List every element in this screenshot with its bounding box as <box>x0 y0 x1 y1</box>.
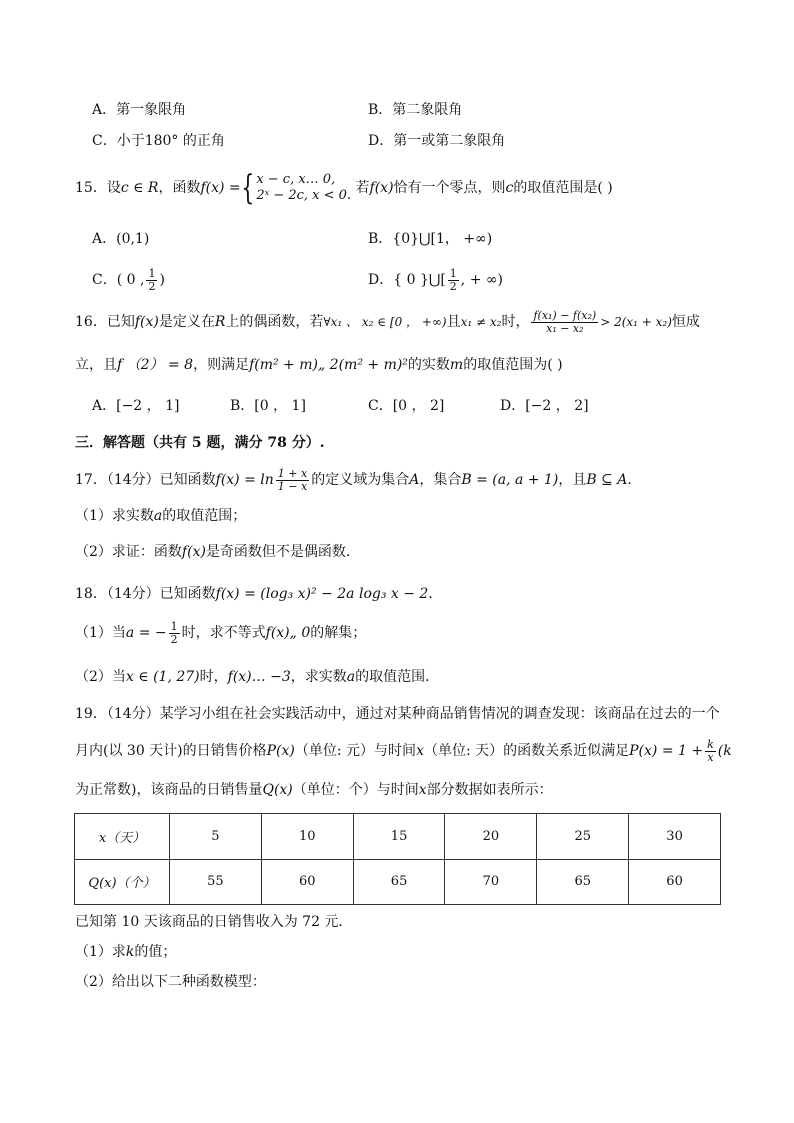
q18-a: 18．（14分）已知函数 <box>75 586 216 602</box>
section-3-heading: 三．解答题（共有 5 题，满分 78 分）. <box>75 435 325 451</box>
q16-option-a: A．[−2 ， 1] <box>92 398 180 414</box>
q16-option-d: D．[−2 ， 2] <box>500 398 589 414</box>
q15-case1: x − c, x… 0, <box>256 172 336 187</box>
table-cell: 65 <box>353 859 445 905</box>
q15-fx2: f(x) <box>369 180 394 196</box>
q15-option-c-frac <box>146 268 157 293</box>
q17-p2v: f(x) <box>181 544 206 560</box>
q17-part2 <box>75 543 360 561</box>
frac-numerator: k <box>707 737 714 751</box>
q15-brace: { <box>241 168 254 208</box>
table-header-x-label: x（天） <box>98 830 146 846</box>
q17-p1v: a <box>153 508 163 524</box>
q18-stem <box>75 585 442 603</box>
frac-denominator: 2 <box>148 279 156 293</box>
table-cell: 30 <box>629 814 721 860</box>
frac-numerator: 1 + x <box>277 466 308 480</box>
q19-line2 <box>75 733 732 769</box>
q19-p1v: k <box>125 944 135 960</box>
q16-l1e: 且 <box>446 314 461 330</box>
q14-option-b: B．第二象限角 <box>368 102 463 118</box>
q17-A: A <box>409 472 420 488</box>
q15-cond: c ∈ R <box>120 180 159 196</box>
q18-p2b: 时， <box>199 669 228 685</box>
q15-prefix: 15．设 <box>75 180 121 196</box>
q16-l1f: x₁ ≠ x₂ <box>460 315 502 329</box>
q15-option-c-post: ) <box>159 272 165 288</box>
q15-option-a: A．(0,1) <box>92 231 150 247</box>
q19-l3c: （单位：个）与时间 <box>292 782 419 798</box>
q18-p1a: （1）当 <box>75 625 126 641</box>
q16-l1a: 16．已知 <box>75 314 135 330</box>
q15-mid: ，函数 <box>158 180 201 196</box>
q16-l1i: 恒成 <box>671 314 700 330</box>
frac-denominator: 1 − x <box>277 479 308 493</box>
q16-l1h: > 2(x₁ + x₂) <box>600 315 672 329</box>
q19-l2c: （单位: 元）与时间 <box>294 743 417 759</box>
q15-option-d-pre: D．{ 0 }⋃[ <box>368 272 446 288</box>
q16-l1g: 时， <box>501 314 530 330</box>
table-cell: 25 <box>537 814 629 860</box>
frac-numerator: f(x₁) − f(x₂) <box>533 308 597 322</box>
q18-p1d: 的解集； <box>310 625 367 641</box>
q18-b: ． <box>428 586 443 602</box>
q18-p2e: a <box>346 669 356 685</box>
table-cell: 60 <box>261 859 353 905</box>
q17-B: B = (a, a + 1) <box>461 472 559 488</box>
q18-p2d: ，求实数 <box>290 669 347 685</box>
q18-p2c: f(x)… −3 <box>227 669 291 685</box>
q17-p2b: 是奇函数但不是偶函数． <box>205 544 360 560</box>
q18-p2v: x ∈ (1, 27) <box>125 669 200 685</box>
q16-option-b: B．[0 ， 1] <box>230 398 306 414</box>
q16-l2b: f （2） = 8 <box>117 357 194 373</box>
q16-l1d: ∀x₁ 、 x₂ ∈ [0 ， +∞) <box>323 315 447 329</box>
q15-tail2: 恰有一个零点，则 <box>393 180 506 196</box>
q19-l2b: P(x) <box>266 743 295 759</box>
q17-p2a: （2）求证：函数 <box>75 544 182 560</box>
table-row <box>75 814 721 860</box>
q16-fx: f(x) <box>134 314 159 330</box>
frac-denominator: 2 <box>449 279 457 293</box>
q18-p1c: f(x)„ 0 <box>265 625 311 641</box>
q17-frac <box>276 468 309 493</box>
q19-part1 <box>75 943 176 961</box>
q18-p2a: （2）当 <box>75 669 126 685</box>
q19-l3d: x <box>418 782 427 798</box>
frac-denominator: x₁ − x₂ <box>546 321 584 335</box>
q18-part1 <box>75 617 366 649</box>
q14-option-c: C．小于180° 的正角 <box>92 133 225 149</box>
q15-case2: 2ˣ − 2c, x < 0. <box>256 188 352 203</box>
q19-l3a: 为正常数)，该商品的日销售量 <box>75 782 263 798</box>
q19-l2g: (k <box>717 743 732 759</box>
q16-l1c: 上的偶函数，若 <box>225 314 324 330</box>
q17-a: 17．（14分）已知函数 <box>75 472 216 488</box>
q16-m: m <box>449 357 464 373</box>
table-header-q <box>75 859 170 905</box>
table-cell: 60 <box>629 859 721 905</box>
q19-line3 <box>75 781 553 799</box>
q17-e: B ⊆ A <box>586 472 628 488</box>
q18-p2f: 的取值范围． <box>355 669 440 685</box>
q15-option-d-frac <box>448 268 459 293</box>
q15-fx: f(x) = <box>200 180 241 196</box>
q19-p1a: （1）求 <box>75 944 126 960</box>
table-cell: 55 <box>170 859 262 905</box>
q15-option-b: B．{0}⋃[1， +∞) <box>368 231 493 247</box>
table-cell: 70 <box>445 859 537 905</box>
q16-l2e: 的实数 <box>407 357 450 373</box>
table-header-x <box>75 814 170 860</box>
q15-option-d <box>368 264 503 296</box>
q18-part2 <box>75 668 439 686</box>
q19-l3b: Q(x) <box>262 782 293 798</box>
q15-cases <box>256 172 351 204</box>
q16-line1 <box>75 306 700 338</box>
frac-numerator: 1 <box>449 266 457 280</box>
q19-p1b: 的值； <box>134 944 177 960</box>
q16-R: R <box>214 314 226 330</box>
table-cell: 10 <box>261 814 353 860</box>
q19-l2f: P(x) = 1 + <box>629 743 704 759</box>
q16-l1b: 是定义在 <box>158 314 215 330</box>
q19-data-table <box>74 813 721 905</box>
q17-d: ，且 <box>558 472 587 488</box>
table-cell: 15 <box>353 814 445 860</box>
q16-frac <box>531 310 598 335</box>
q19-l3e: 部分数据如表所示： <box>426 782 553 798</box>
q15-option-c <box>92 264 165 296</box>
frac-denominator: x <box>707 750 714 764</box>
q19-l2e: （单位: 天）的函数关系近似满足 <box>423 743 630 759</box>
q19-l2a: 月内(以 30 天计)的日销售价格 <box>75 743 267 759</box>
q17-c: ，集合 <box>419 472 462 488</box>
q18-p1v: a = − <box>125 625 167 641</box>
table-row <box>75 859 721 905</box>
q17-b: 的定义域为集合 <box>311 472 410 488</box>
q19-line1: 19．（14分）某学习小组在社会实践活动中，通过对某种商品销售情况的调查发现：该商品在过去的一个 <box>75 706 720 722</box>
q19-frac <box>705 739 716 764</box>
table-header-q-label: Q(x)（个） <box>88 876 156 892</box>
frac-numerator: 1 <box>170 619 178 633</box>
q16-option-c: C．[0 ， 2] <box>368 398 445 414</box>
table-cell: 65 <box>537 859 629 905</box>
table-cell: 5 <box>170 814 262 860</box>
q19-after-table: 已知第 10 天该商品的日销售收入为 72 元． <box>75 914 353 930</box>
q18-frac <box>169 621 180 646</box>
q15-stem <box>75 170 613 206</box>
q17-p1a: （1）求实数 <box>75 508 154 524</box>
q16-l2d: f(m² + m)„ 2(m² + m)² <box>249 357 408 373</box>
q17-part1 <box>75 507 246 525</box>
q14-option-d: D．第一或第二象限角 <box>368 133 506 149</box>
q15-tail3: 的取值范围是( ) <box>513 180 613 196</box>
q19-part2: （2）给出以下二种函数模型： <box>75 974 266 990</box>
q16-l2c: ，则满足 <box>193 357 250 373</box>
q14-option-a: A．第一象限角 <box>92 102 187 118</box>
frac-numerator: 1 <box>148 266 156 280</box>
q15-option-c-pre: C．( 0 , <box>92 272 145 288</box>
q16-l2a: 立，且 <box>75 357 117 373</box>
q16-line2 <box>75 356 563 374</box>
q15-option-d-post: , + ∞) <box>460 272 504 288</box>
q16-l2f: 的取值范围为( ) <box>463 357 563 373</box>
q18-fx: f(x) = (log₃ x)² − 2a log₃ x − 2 <box>215 586 429 602</box>
q18-p1b: 时，求不等式 <box>181 625 266 641</box>
q17-stem <box>75 464 641 496</box>
q17-fx: f(x) = ln <box>215 472 274 488</box>
table-cell: 20 <box>445 814 537 860</box>
q17-f: ． <box>627 472 642 488</box>
q15-c: c <box>505 180 514 196</box>
q15-tail1: 若 <box>355 180 370 196</box>
q17-p1b: 的取值范围； <box>162 508 247 524</box>
frac-denominator: 2 <box>170 632 178 646</box>
q19-l2d: x <box>416 743 424 759</box>
